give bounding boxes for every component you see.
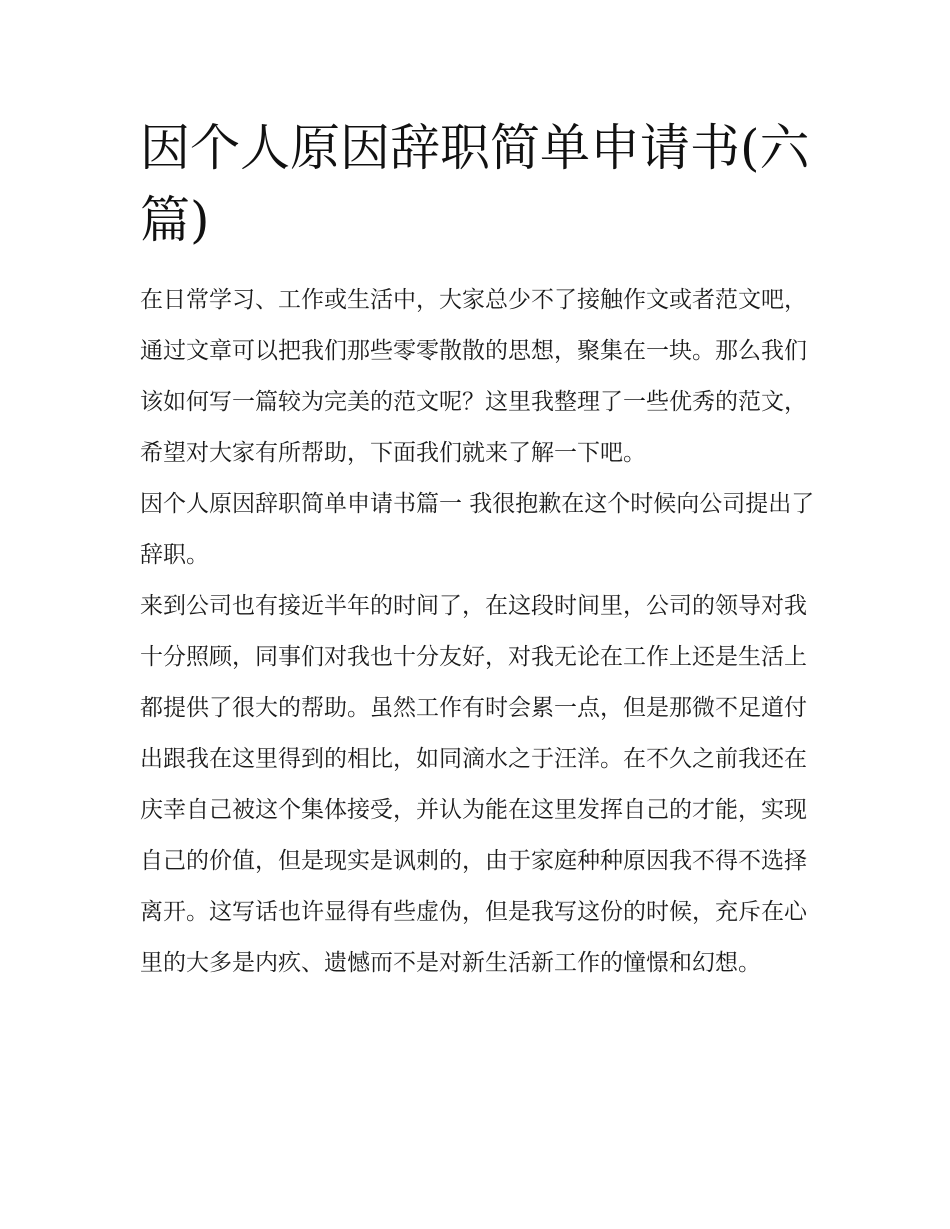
paragraph-section-one-heading: 因个人原因辞职简单申请书篇一 我很抱歉在这个时候向公司提出了辞职。	[140, 491, 815, 568]
paragraph-intro: 在日常学习、工作或生活中，大家总少不了接触作文或者范文吧，通过文章可以把我们那些零零散散的思想，聚集在一块。那么我们该如何写一篇较为完美的范文呢？这里我整理了一些优秀的范文，希望对大家有所帮助，下面我们就来了解一下吧。	[140, 287, 807, 466]
paragraph-main: 来到公司也有接近半年的时间了，在这段时间里，公司的领导对我十分照顾，同事们对我也十分友好，对我无论在工作上还是生活上都提供了很大的帮助。虽然工作有时会累一点，但是那微不足道付出跟我在这里得到的相比，如同滴水之于汪洋。在不久之前我还在庆幸自己被这个集体接受，并认为能在这里发挥自己的才能，实现自己的价值，但是现实是讽刺的，由于家庭种种原因我不得不选择离开。这写话也许显得有些虚伪，但是我写这份的时候，充斥在心里的大多是内疚、遗憾而不是对新生活新工作的憧憬和幻想。	[140, 593, 807, 976]
document-body	[140, 275, 820, 989]
document-title: 因个人原因辞职简单申请书(六篇)	[140, 119, 810, 249]
